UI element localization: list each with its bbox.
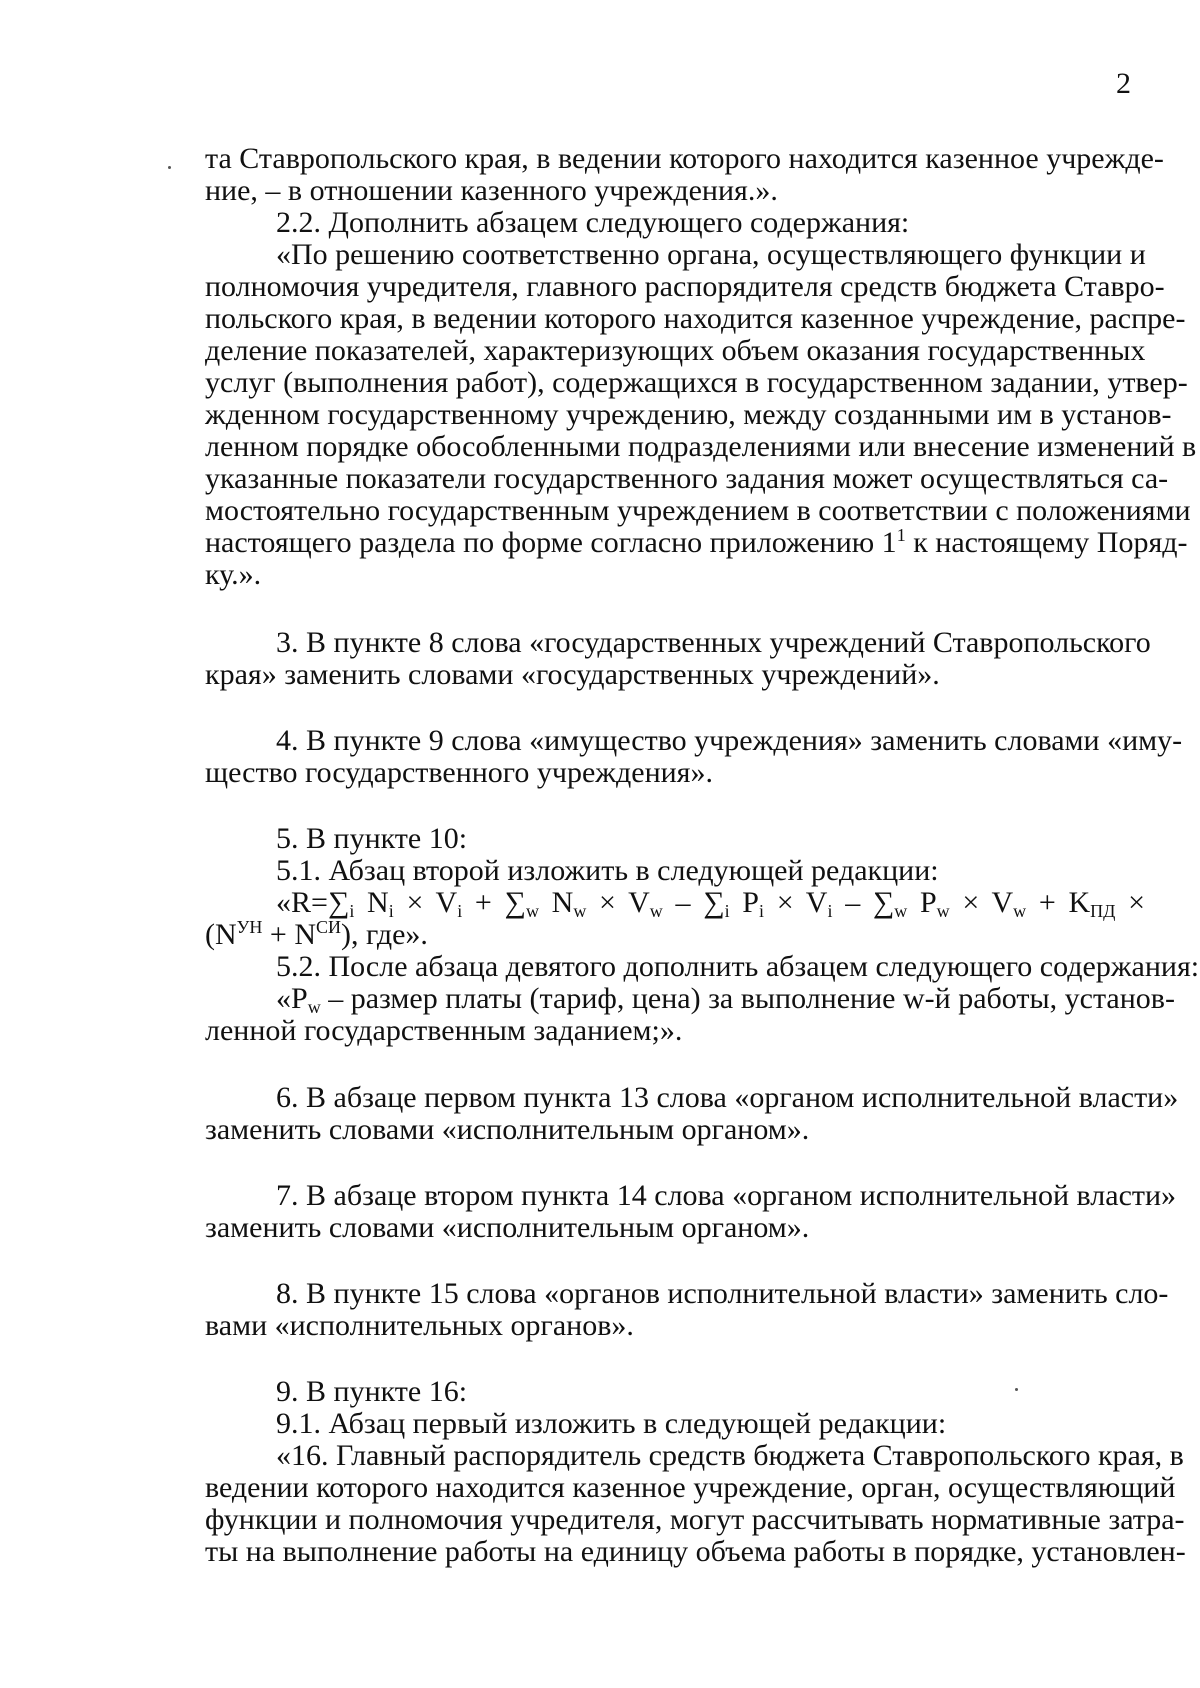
text-line: полномочия учредителя, главного распорядителя средств бюджета Ставро- bbox=[205, 270, 1165, 303]
text-line: та Ставропольского края, в ведении которого находится казенное учрежде- bbox=[205, 142, 1164, 175]
text-line: края» заменить словами «государственных учреждений». bbox=[205, 658, 940, 691]
text-line: «16. Главный распорядитель средств бюджета Ставропольского края, в bbox=[276, 1439, 1184, 1472]
formula-index: i bbox=[349, 901, 355, 921]
text-line: 3. В пункте 8 слова «государственных учреждений Ставропольского bbox=[276, 626, 1151, 659]
text-line: заменить словами «исполнительным органом». bbox=[205, 1113, 810, 1146]
text-line: жденном государственному учреждению, между созданными им в установ- bbox=[205, 398, 1172, 431]
text-fragment: «P bbox=[276, 982, 308, 1015]
text-line: 2.2. Дополнить абзацем следующего содержания: bbox=[276, 206, 910, 239]
text-line: 9. В пункте 16: bbox=[276, 1375, 468, 1408]
sum-symbol: ∑ bbox=[327, 886, 350, 919]
text-line: ленном порядке обособленными подразделениями или внесение изменений в bbox=[205, 430, 1197, 463]
page-number: 2 bbox=[1116, 67, 1131, 100]
formula-part: «R= bbox=[276, 886, 328, 919]
text-line: щество государственного учреждения». bbox=[205, 756, 713, 789]
text-line: ведении которого находится казенное учреждение, орган, осуществляющий bbox=[205, 1471, 1176, 1504]
formula-part: (N bbox=[205, 918, 237, 951]
formula-index: w bbox=[307, 997, 321, 1017]
formula-operator: – bbox=[675, 886, 691, 919]
formula-index: ПД bbox=[1090, 901, 1116, 921]
sum-symbol: ∑ bbox=[504, 886, 526, 919]
text-fragment: к настоящему Поряд- bbox=[905, 526, 1188, 559]
formula-operator: × bbox=[776, 886, 794, 919]
formula-operator: + bbox=[1038, 886, 1056, 919]
text-line: ку.». bbox=[205, 558, 262, 591]
formula-index: w bbox=[649, 901, 663, 921]
text-line: деление показателей, характеризующих объем оказания государственных bbox=[205, 334, 1146, 367]
formula-index: i bbox=[758, 901, 764, 921]
sum-symbol: ∑ bbox=[872, 886, 895, 919]
formula-operator: + bbox=[269, 918, 287, 951]
formula-part: V bbox=[628, 886, 650, 919]
formula-operator: + bbox=[474, 886, 492, 919]
sum-symbol: ∑ bbox=[703, 886, 725, 919]
formula-operator: × bbox=[406, 886, 424, 919]
formula-operator: × bbox=[1128, 886, 1146, 919]
formula-part: V bbox=[435, 886, 458, 919]
formula-index: w bbox=[894, 901, 908, 921]
scan-speck bbox=[1015, 1388, 1018, 1391]
text-line: ты на выполнение работы на единицу объема работы в порядке, установлен- bbox=[205, 1535, 1186, 1568]
text-line: 6. В абзаце первом пункта 13 слова «органом исполнительной власти» bbox=[276, 1081, 1179, 1114]
text-line: «По решению соответственно органа, осуществляющего функции и bbox=[276, 238, 1146, 271]
formula-operator: – bbox=[845, 886, 861, 919]
text-line: 5. В пункте 10: bbox=[276, 822, 468, 855]
text-line: 7. В абзаце втором пункта 14 слова «органом исполнительной власти» bbox=[276, 1179, 1177, 1212]
formula-part: V bbox=[805, 886, 828, 919]
formula-index: i bbox=[388, 901, 394, 921]
formula-index: i bbox=[724, 901, 730, 921]
formula-index: w bbox=[573, 901, 587, 921]
formula-part: N bbox=[551, 886, 574, 919]
text-line: ние, – в отношении казенного учреждения.». bbox=[205, 174, 778, 207]
formula-part: P bbox=[919, 886, 937, 919]
formula-part: K bbox=[1068, 886, 1091, 919]
formula-part: P bbox=[742, 886, 759, 919]
formula-line bbox=[205, 918, 1145, 952]
formula-index: w bbox=[525, 901, 539, 921]
text-line bbox=[276, 982, 1175, 1017]
scan-speck bbox=[168, 166, 171, 169]
text-line: функции и полномочия учредителя, могут рассчитывать нормативные затра- bbox=[205, 1503, 1185, 1536]
text-line: заменить словами «исполнительным органом». bbox=[205, 1211, 810, 1244]
text-fragment: настоящего раздела по форме согласно приложению 1 bbox=[205, 526, 897, 559]
formula-operator: × bbox=[599, 886, 616, 919]
text-line: услуг (выполнения работ), содержащихся в государственном задании, утвер- bbox=[205, 366, 1188, 399]
text-line: 9.1. Абзац первый изложить в следующей редакции: bbox=[276, 1407, 947, 1440]
text-line: мостоятельно государственным учреждением в соответствии с положениями bbox=[205, 494, 1191, 527]
formula-line bbox=[276, 886, 1145, 920]
formula-part: ), где». bbox=[341, 918, 428, 951]
formula-part: N bbox=[367, 886, 389, 919]
text-line: 5.2. После абзаца девятого дополнить абзацем следующего содержания: bbox=[276, 950, 1200, 983]
text-line: 5.1. Абзац второй изложить в следующей редакции: bbox=[276, 854, 939, 887]
superscript-index: 1 bbox=[896, 525, 906, 545]
formula-index: i bbox=[827, 901, 833, 921]
formula-index: w bbox=[936, 901, 950, 921]
text-line: 4. В пункте 9 слова «имущество учреждения» заменить словами «иму- bbox=[276, 724, 1183, 757]
formula-index: w bbox=[1013, 901, 1027, 921]
text-line: польского края, в ведении которого находится казенное учреждение, распре- bbox=[205, 302, 1186, 335]
formula-index: i bbox=[457, 901, 463, 921]
formula-superscript: СИ bbox=[316, 917, 342, 937]
text-line bbox=[205, 525, 1188, 560]
formula-operator: × bbox=[962, 886, 980, 919]
text-line: ленной государственным заданием;». bbox=[205, 1014, 683, 1047]
text-line: 8. В пункте 15 слова «органов исполнительной власти» заменить сло- bbox=[276, 1277, 1169, 1310]
text-fragment: – размер платы (тариф, цена) за выполнение w-й работы, установ- bbox=[320, 982, 1175, 1015]
text-line: вами «исполнительных органов». bbox=[205, 1309, 634, 1342]
formula-part: V bbox=[991, 886, 1014, 919]
text-line: указанные показатели государственного задания может осуществляться са- bbox=[205, 462, 1169, 495]
formula-part: N bbox=[294, 918, 316, 951]
formula-superscript: УН bbox=[236, 917, 263, 937]
